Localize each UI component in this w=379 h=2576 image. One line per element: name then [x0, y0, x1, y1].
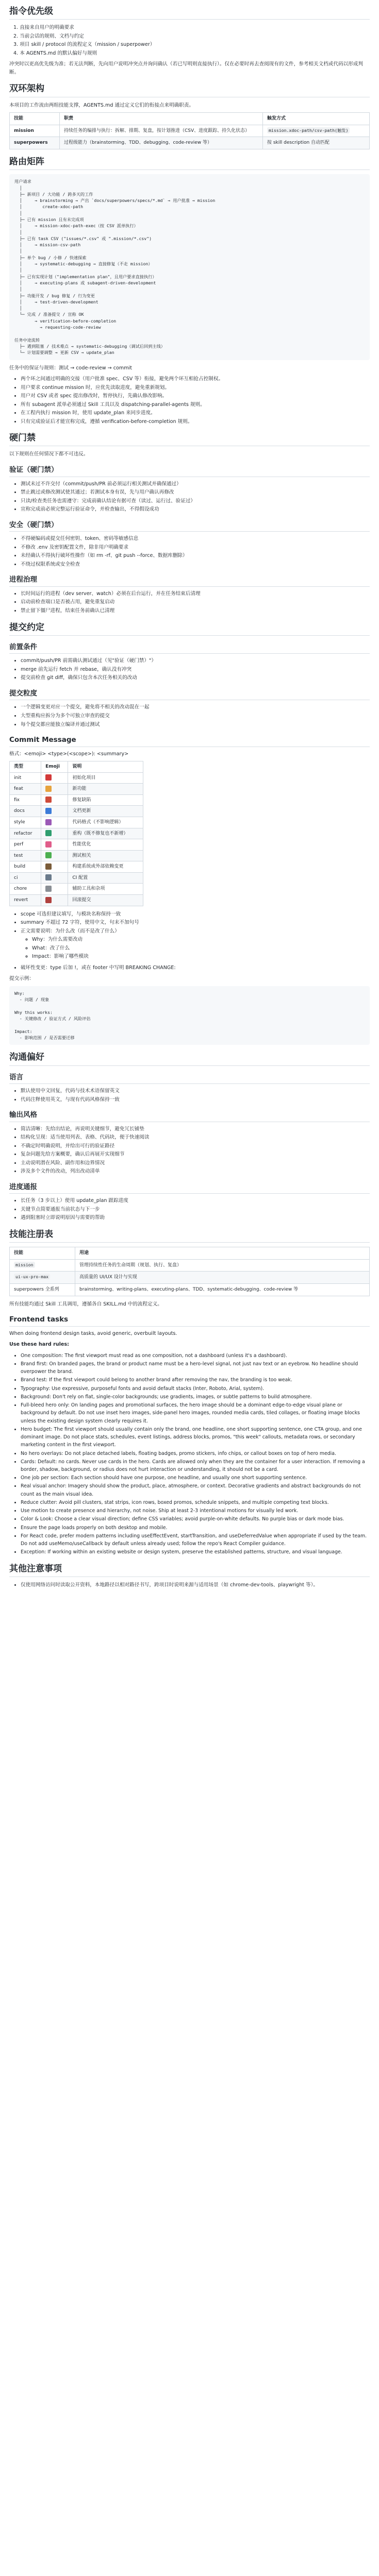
- list-item: • Reduce clutter: Avoid pill clusters, stat strips, icon rows, boxed promos, schedule snippets, and multiple competing text blocks.: [21, 1499, 370, 1506]
- heading-branch: 前置条件: [9, 643, 370, 654]
- heading-priority: 指令优先级: [9, 6, 370, 20]
- table-header: 技能: [10, 1247, 75, 1260]
- list-item: 4. 本 AGENTS.md 的默认偏好与规则: [13, 50, 97, 56]
- table-cell: superpowers 全系列: [10, 1283, 75, 1296]
- list-item: • Exception: If working within an existing website or design system, preserve the established patterns, structure, and visual language.: [21, 1548, 370, 1556]
- table-row: [10, 884, 143, 895]
- heading-hard-gates: 硬门禁: [9, 433, 370, 446]
- heading-dual-loop: 双环架构: [9, 83, 370, 97]
- table-row: [10, 772, 143, 784]
- table-cell: ui-ux-pro-max: [10, 1272, 75, 1284]
- commit-emoji: [41, 806, 68, 817]
- list-item: • 只有完成验证后才能宣称完成，遵循 verification-before-completion 规则。: [21, 418, 370, 426]
- heading-granularity: 提交粒度: [9, 689, 370, 701]
- commit-description: 重构（既不修复也不新增）: [68, 828, 143, 839]
- commit-emoji: [41, 895, 68, 906]
- commit-emoji: [41, 839, 68, 851]
- list-item: • 未经确认不得执行破坏性操作（如 rm -rf、git push --force、数据库删除）: [21, 552, 370, 560]
- commit-description: 文档更新: [68, 806, 143, 817]
- list-item: • 长时间运行的进程（dev server、watch）必须在后台运行，并在任务结束后清理: [21, 590, 370, 598]
- list-item: • 不修改 .env 及密钥配置文件，除非用户明确要求: [21, 544, 370, 552]
- emoji-icon: [45, 786, 52, 792]
- commit-type: build: [10, 861, 41, 873]
- table-row: [10, 850, 143, 861]
- list-item: • 正文需要说明：为什么改（而不是改了什么） ◦ Why：为什么需要改动 ◦ What：改了什么 ◦ Impact：影响了哪些模块: [21, 927, 370, 961]
- list-item: • 不确定时明确说明，并给出可行的验证路径: [21, 1142, 370, 1150]
- commit-emoji: [41, 828, 68, 839]
- language-list: [9, 1087, 370, 1104]
- commit-type: refactor: [10, 828, 41, 839]
- commit-emoji: [41, 772, 68, 784]
- table-cell: 高质量的 UI/UX 设计与实现: [75, 1272, 370, 1284]
- list-item: • 测试未过不许交付（commit/push/PR 前必须运行相关测试并确保通过）: [21, 480, 370, 488]
- emoji-icon: [45, 841, 52, 848]
- heading-commit-message: Commit Message: [9, 736, 370, 747]
- table-cell: mission: [10, 1259, 75, 1272]
- commit-description: 新功能: [68, 784, 143, 795]
- list-item: • One composition: The first viewport must read as one composition, not a dashboard (unless it's a dashboard).: [21, 1352, 370, 1360]
- commit-description: 初始化项目: [68, 772, 143, 784]
- list-item: • Hero budget: The first viewport should usually contain only the brand, one headline, one short supporting sentence, one CTA group, and one dominant image. Do not place stats, schedules, event listings, address blocks, promos, "this week" callouts, metadata rows, or secondary marketing content in the first viewport.: [21, 1426, 370, 1449]
- list-item: • 遇到阻塞时立即说明原因与需要的帮助: [21, 1214, 370, 1222]
- process-list: [9, 590, 370, 615]
- list-item: • 不绕过权限系统或安全检查: [21, 561, 370, 569]
- list-item: • 每个提交都应能独立编译并通过测试: [21, 721, 370, 729]
- list-item: • Use motion to create presence and hierarchy, not noise. Ship at least 2-3 intentional motions for visually led work.: [21, 1507, 370, 1515]
- list-item: • 代码注释使用英文，与现有代码风格保持一致: [21, 1096, 370, 1104]
- table-cell: mission.xdoc-path/csv-path(触发): [263, 125, 370, 137]
- list-item: ◦ Impact：影响了哪些模块: [32, 953, 370, 961]
- commit-description: 构建系统或外部依赖变更: [68, 861, 143, 873]
- list-item: • Ensure the page loads properly on both desktop and mobile.: [21, 1524, 370, 1532]
- list-item: • scope 可选但建议填写，与模块名称保持一致: [21, 910, 370, 919]
- list-item: • For React code, prefer modern patterns including useEffectEvent, startTransition, and useDeferredValue when appropriate if used by the team. Do not add useMemo/useCallback by default unless already used; follow the repo's React Compiler guidance.: [21, 1532, 370, 1548]
- table-cell: 管理持续性任务的生命周期（规划、执行、复盘）: [75, 1259, 370, 1272]
- list-item: • Full-bleed hero only: On landing pages and promotional surfaces, the hero image should be a dominant edge-to-edge visual plane or background by default. Do not use inset hero images, side-panel hero images, rounded media cards, tiled collages, or floating image blocks unless the existing design system clearly requires it.: [21, 1401, 370, 1425]
- commit-description: 修复缺陷: [68, 794, 143, 806]
- table-row: [10, 839, 143, 851]
- heading-verify: 验证（硬门禁）: [9, 466, 370, 477]
- commit-emoji: [41, 872, 68, 884]
- table-header: 职责: [60, 113, 263, 125]
- table-header: 用途: [75, 1247, 370, 1260]
- list-item: • 宣称完成前必须完整运行验证命令，并检查输出，不得假设成功: [21, 505, 370, 514]
- list-item: • Background: Don't rely on flat, single-color backgrounds; use gradients, images, or subtle patterns to build atmosphere.: [21, 1393, 370, 1401]
- heading-other-notes: 其他注意事项: [9, 1564, 370, 1577]
- commit-type: style: [10, 817, 41, 828]
- list-item: • 在工程内执行 mission 时，使用 update_plan 来同步进度。: [21, 409, 370, 417]
- emoji-icon: [45, 874, 52, 880]
- routing-note: 任务中的保证与规则：测试 → code-review → commit: [9, 365, 132, 371]
- table-row: [10, 895, 143, 906]
- verify-list: [9, 480, 370, 514]
- emoji-icon: [45, 886, 52, 892]
- skill-registry-note: 所有技能均通过 Skill 工具调用，遵循各自 SKILL.md 中的流程定义。: [9, 1301, 162, 1307]
- list-item: • merge 前先运行 fetch 并 rebase，确认没有冲突: [21, 666, 370, 674]
- list-item: 1. 直接来自用户的明确要求: [13, 25, 74, 31]
- emoji-icon: [45, 852, 52, 858]
- list-item: • Cards: Default: no cards. Never use cards in the hero. Cards are allowed only when they are the container for a user interaction. If removing a border, shadow, background, or radius does not hurt interaction or understanding, it should not be a card.: [21, 1458, 370, 1473]
- heading-commit: 提交约定: [9, 622, 370, 636]
- priority-note: 冲突时以更高优先级为准；若无法判断，先向用户说明冲突点并询问确认（若已写明则直接执行）。仅在必要时再去查阅现有的文件，参考相关文档或代码以形成判断。: [9, 61, 363, 75]
- skill-registry-table: [9, 1247, 370, 1296]
- heading-frontend: Frontend tasks: [9, 1315, 370, 1327]
- list-item: • Brand test: If the first viewport could belong to another brand after removing the nav, the branding is too weak.: [21, 1376, 370, 1384]
- commit-type: perf: [10, 839, 41, 851]
- list-item: 2. 当前会话的规则、文档与约定: [13, 33, 84, 39]
- list-item: ◦ Why：为什么需要改动: [32, 936, 370, 944]
- frontend-rules-title: Use these hard rules:: [9, 1342, 69, 1348]
- commit-format: 格式：<emoji> <type>(<scope>): <summary>: [9, 751, 129, 757]
- style-list: [9, 1125, 370, 1176]
- list-item: • Color & Look: Choose a clear visual direction; define CSS variables; avoid purple-on-white defaults. No purple bias or dark mode bias.: [21, 1515, 370, 1523]
- list-item: • 结构化呈现：适当使用列表、表格、代码块，便于快速阅读: [21, 1133, 370, 1142]
- priority-list: [9, 24, 370, 57]
- commit-rules: [9, 910, 370, 972]
- commit-description: CI 配置: [68, 872, 143, 884]
- commit-emoji: [41, 817, 68, 828]
- heading-process: 进程治理: [9, 575, 370, 587]
- progress-list: [9, 1197, 370, 1222]
- list-item: • 一个逻辑变更对应一个提交，避免将不相关的改动混在一起: [21, 703, 370, 711]
- routing-bullets: [9, 375, 370, 426]
- table-row: [10, 861, 143, 873]
- list-item: • 主动说明潜在风险、副作用和边界情况: [21, 1159, 370, 1167]
- table-row: [10, 806, 143, 817]
- list-item: • 长任务（3 步以上）使用 update_plan 跟踪进度: [21, 1197, 370, 1205]
- branch-list: [9, 657, 370, 682]
- commit-emoji: [41, 850, 68, 861]
- list-item: • 复杂问题先给方案概要，确认后再展开实现细节: [21, 1150, 370, 1159]
- heading-output-style: 输出风格: [9, 1111, 370, 1122]
- list-item: • summary 不超过 72 字符，使用中文，句末不加句号: [21, 919, 370, 927]
- table-header: 技能: [10, 113, 60, 125]
- table-cell: 按 skill description 自动匹配: [263, 137, 370, 149]
- commit-type: chore: [10, 884, 41, 895]
- list-item: • No hero overlays: Do not place detached labels, floating badges, promo stickers, info chips, or callout boxes on top of hero media.: [21, 1450, 370, 1458]
- list-item: • 用户对 CSV 或者 spec 提出修改时，暂停执行，先确认修改影响。: [21, 392, 370, 400]
- commit-emoji: [41, 784, 68, 795]
- list-item: 3. 项目 skill / protocol 的流程定义（mission / superpower）: [13, 42, 155, 48]
- list-item: • 简洁清晰：先给出结论，再说明关键细节，避免冗长铺垫: [21, 1125, 370, 1133]
- commit-emoji: [41, 861, 68, 873]
- table-cell: 过程级能力（brainstorming、TDD、debugging、code-review 等）: [60, 137, 263, 149]
- commit-example-code: Why: - 问题 / 现象 Why this works: - 关键修改 / 验证方式 / 风险评估 Impact: - 影响范围 / 是否需要迁移: [9, 986, 370, 1045]
- heading-communication: 沟通偏好: [9, 1052, 370, 1065]
- commit-description: 代码格式（不影响逻辑）: [68, 817, 143, 828]
- commit-type: test: [10, 850, 41, 861]
- commit-description: 回滚提交: [68, 895, 143, 906]
- commit-type: fix: [10, 794, 41, 806]
- table-header: Emoji: [41, 761, 68, 773]
- emoji-icon: [45, 796, 52, 803]
- list-item: • 大型重构应拆分为多个可独立审查的提交: [21, 712, 370, 720]
- list-item: • 提交前检查 git diff，确保只包含本次任务相关的改动: [21, 674, 370, 682]
- other-notes-list: [9, 1581, 370, 1589]
- heading-progress: 进度通报: [9, 1183, 370, 1194]
- commit-emoji: [41, 794, 68, 806]
- commit-emoji: [41, 884, 68, 895]
- commit-example-label: 提交示例：: [9, 976, 34, 982]
- table-cell: superpowers: [10, 137, 60, 149]
- table-header: 说明: [68, 761, 143, 773]
- table-header: 类型: [10, 761, 41, 773]
- table-row: [10, 794, 143, 806]
- list-item: • 禁止留下僵尸进程，结束任务前确认已清理: [21, 607, 370, 615]
- frontend-rules: [9, 1352, 370, 1556]
- commit-description: 性能优化: [68, 839, 143, 851]
- table-row: [10, 828, 143, 839]
- hard-gates-intro: 以下规则在任何情况下都不可违反。: [9, 451, 89, 457]
- list-item: • 两个环之间通过明确的交接（用户批准 spec、CSV 等）衔接，避免两个环互相抢占控制权。: [21, 375, 370, 383]
- commit-type: revert: [10, 895, 41, 906]
- routing-flow-code: 用户请求 │ ├─ 新项目 / 大功能 / 跨多天的工作 │ → brainstorming → 产出 `docs/superpowers/specs/*.md` → 用户批准 → mission │ create-xdoc-path │ ├─ 已有 mission 且有未完成项 │ → mission-xdoc-path-exec（按 CSV 派单执行） │ ├─ 已有 task CSV ("issues/*.csv" 或 ".mission/*.csv") │ → mission-csv-path │ ├─ 单个 bug / 小修 / 快速探索 │ → systematic-debugging → 直接修复（不走 mission） │ ├─ 已有实现计划（"implementation plan"，且用户要求直接执行） │ → executing-plans 或 subagent-driven-development │ ├─ 功能开发 / bug 修复 / 行为变更 │ → test-driven-development │ └─ 完成 / 准备提交 / 宣称 OK → verification-before-completion → requesting-code-review 任务中途流转 ├─ 遇到阻塞 / 技术难点 → systematic-debugging（调试后回到主线） └─ 计划需要调整 → 更新 CSV → update_plan: [9, 174, 370, 360]
- heading-skill-registry: 技能注册表: [9, 1229, 370, 1243]
- table-cell: 持续任务的编排与执行：拆解、排期、复盘，按计划推进（CSV、进度跟踪、持久化状态）: [60, 125, 263, 137]
- list-item: • 只读/检查类任务也需遵守：完成前确认结论有据可查（读过、运行过、验证过）: [21, 497, 370, 505]
- emoji-icon: [45, 863, 52, 870]
- frontend-intro: When doing frontend design tasks, avoid generic, overbuilt layouts.: [9, 1330, 177, 1336]
- table-row: [10, 784, 143, 795]
- list-item: • 破坏性变更：type 后加 !，或在 footer 中写明 BREAKING CHANGE:: [21, 964, 370, 972]
- emoji-icon: [45, 830, 52, 836]
- heading-safety: 安全（硬门禁）: [9, 521, 370, 532]
- heading-routing: 路由矩阵: [9, 157, 370, 170]
- list-item: • 默认使用中文回复，代码与技术术语保留英文: [21, 1087, 370, 1095]
- table-cell: mission: [10, 125, 60, 137]
- emoji-icon: [45, 819, 52, 825]
- list-item: • Brand first: On branded pages, the brand or product name must be a hero-level signal, not just nav text or an eyebrow. No headline should overpower the brand.: [21, 1360, 370, 1376]
- commit-type: ci: [10, 872, 41, 884]
- commit-types-table: [9, 761, 143, 906]
- list-item: • 不得硬编码或提交任何密钥、token、密码等敏感信息: [21, 535, 370, 543]
- list-item: • 启动前检查端口是否被占用，避免重复启动: [21, 598, 370, 606]
- commit-type: docs: [10, 806, 41, 817]
- list-item: • 仅使用网络访问时读取公开资料，本地路径以相对路径书写，跨项目时说明来源与适用场景（如 chrome-dev-tools、playwright 等）。: [21, 1581, 370, 1589]
- table-cell: brainstorming、writing-plans、executing-plans、TDD、systematic-debugging、code-review 等: [75, 1283, 370, 1296]
- list-item: • 关键节点简要通报当前状态与下一步: [21, 1206, 370, 1214]
- table-header: 触发方式: [263, 113, 370, 125]
- table-row: [10, 872, 143, 884]
- safety-list: [9, 535, 370, 568]
- commit-type: init: [10, 772, 41, 784]
- commit-description: 辅助工具和杂项: [68, 884, 143, 895]
- heading-language: 语言: [9, 1073, 370, 1084]
- list-item: • 禁止跳过或修改测试使其通过；若测试本身有误，先与用户确认再修改: [21, 488, 370, 497]
- list-item: • Typography: Use expressive, purposeful fonts and avoid default stacks (Inter, Roboto, Arial, system).: [21, 1385, 370, 1393]
- list-item: • Real visual anchor: Imagery should show the product, place, atmosphere, or context. Decorative gradients and abstract backgrounds do not count as the main visual idea.: [21, 1482, 370, 1498]
- granularity-list: [9, 703, 370, 728]
- emoji-icon: [45, 808, 52, 814]
- skills-table: [9, 112, 370, 149]
- emoji-icon: [45, 774, 52, 781]
- list-item: • 所有 subagent 派单必须通过 Skill 工具以及 dispatching-parallel-agents 规则。: [21, 401, 370, 409]
- dual-loop-intro: 本项目的工作流由两组技能支撑，AGENTS.md 通过定义它们的衔接点来明确职责。: [9, 102, 194, 108]
- commit-type: feat: [10, 784, 41, 795]
- emoji-icon: [45, 897, 52, 903]
- list-item: • 涉及多个文件的改动，列出改动清单: [21, 1167, 370, 1176]
- table-row: [10, 817, 143, 828]
- list-item: ◦ What：改了什么: [32, 944, 370, 953]
- list-item: • 用户要求 continue mission 时，应优先读取进度，避免重新规划。: [21, 384, 370, 392]
- list-item: • commit/push/PR 前需确认测试通过（见"验证（硬门禁）"）: [21, 657, 370, 665]
- commit-description: 测试相关: [68, 850, 143, 861]
- list-item: • One job per section: Each section should have one purpose, one headline, and usually one short supporting sentence.: [21, 1474, 370, 1482]
